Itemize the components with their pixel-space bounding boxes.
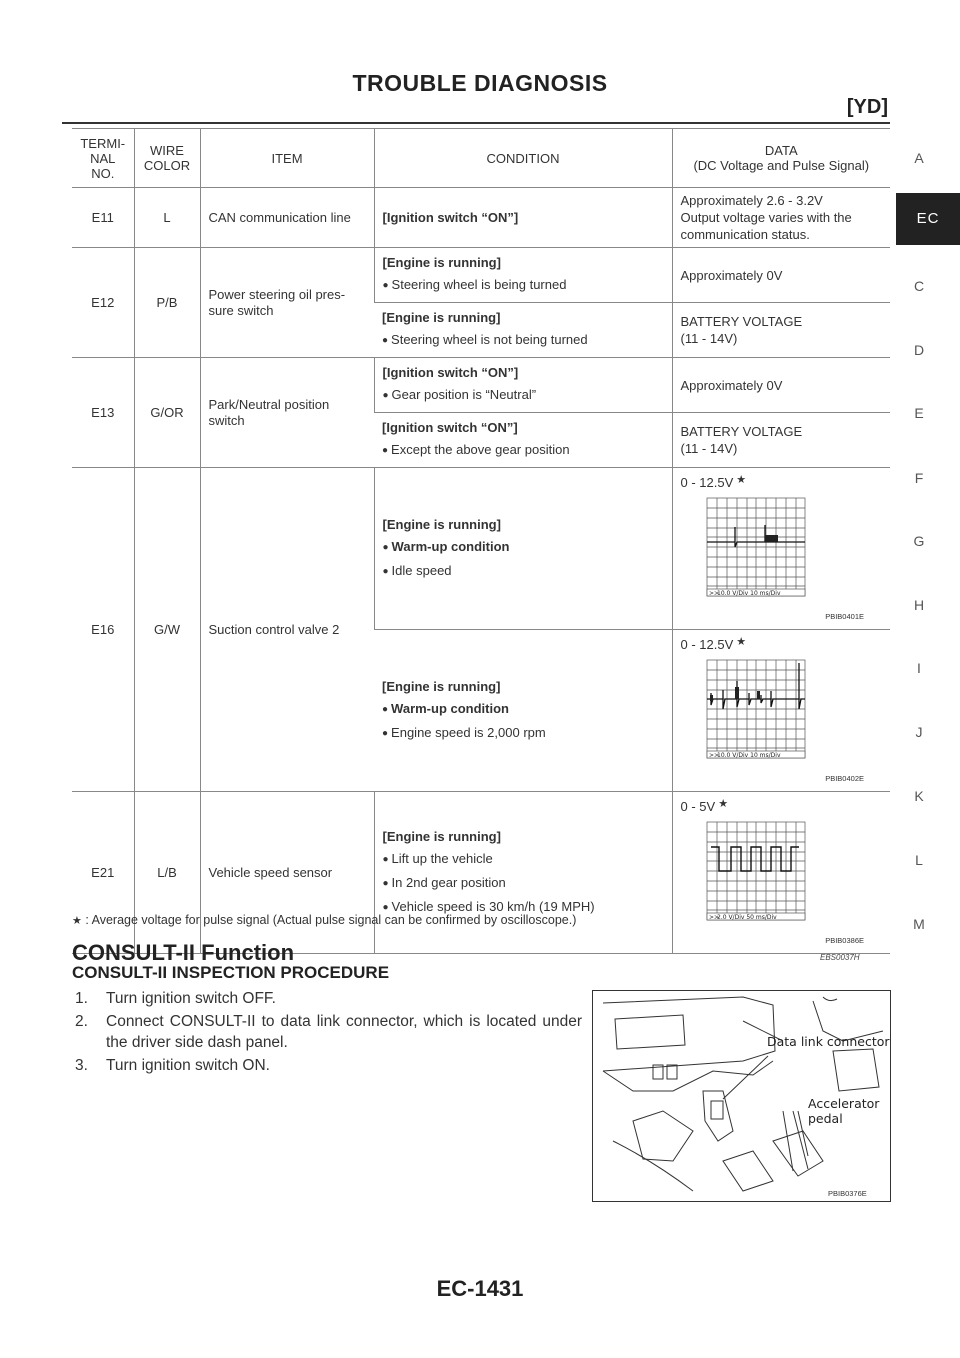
star-icon: ★	[736, 474, 747, 486]
figure-id: PBIB0402E	[825, 774, 864, 783]
dash-panel-drawing	[593, 991, 890, 1201]
condition-cell	[374, 248, 672, 303]
page-number: EC-1431	[436, 1276, 524, 1301]
condition-heading: [Engine is running]	[382, 255, 501, 270]
side-index-letter[interactable]: L	[915, 852, 923, 868]
step-text: Turn ignition switch OFF.	[106, 990, 276, 1007]
terminal-cell: E12	[72, 248, 134, 358]
condition-heading: [Ignition switch “ON”]	[382, 365, 519, 380]
side-index-letter[interactable]: C	[913, 278, 925, 294]
col-header-item: ITEM	[200, 129, 374, 188]
scope-label: 2.0 V/Div 50 ms/Div	[716, 914, 777, 921]
data-cell	[672, 630, 890, 792]
condition-bullet: ● Warm-up condition	[383, 536, 664, 560]
side-index-letter[interactable]: E	[914, 405, 924, 421]
footnote-text: : Average voltage for pulse signal (Actual pulse signal can be confirmed by oscilloscope.)	[85, 913, 577, 927]
data-cell: Approximately 0V	[672, 358, 890, 413]
condition-heading: [Ignition switch “ON”]	[382, 209, 519, 225]
condition-bullet: ● Warm-up condition	[382, 698, 664, 722]
condition-bullet: ● Except the above gear position	[382, 439, 664, 463]
col-header-wire: WIRE COLOR	[134, 129, 200, 188]
side-index-letter[interactable]: M	[913, 916, 925, 932]
condition-bullet: ● Vehicle speed is 30 km/h (19 MPH)	[383, 896, 664, 920]
condition-bullet: ● In 2nd gear position	[383, 872, 664, 896]
item-cell: Park/Neutral position switch	[200, 358, 374, 468]
scope-label: 10.0 V/Div 10 ms/Div	[716, 752, 781, 759]
page-title: TROUBLE DIAGNOSIS	[352, 70, 608, 96]
star-icon: ★	[72, 915, 82, 927]
terminal-cell: E16	[72, 468, 134, 792]
table-row	[72, 792, 890, 954]
item-cell: Suction control valve 2	[200, 468, 374, 792]
star-icon: ★	[718, 798, 729, 810]
item-cell: CAN communication line	[200, 188, 374, 248]
voltage-value: 0 - 5V	[680, 799, 716, 814]
col-header-data: DATA (DC Voltage and Pulse Signal)	[672, 129, 890, 188]
step-number: 1.	[75, 990, 88, 1007]
oscilloscope-waveform	[681, 657, 877, 769]
terminal-data-table	[72, 128, 890, 954]
condition-heading: [Engine is running]	[382, 516, 501, 532]
voltage-value: 0 - 12.5V	[680, 475, 734, 490]
oscilloscope-waveform	[681, 819, 877, 931]
terminal-cell: E11	[72, 188, 134, 248]
data-cell: Approximately 2.6 - 3.2V Output voltage varies with the communication status.	[672, 188, 890, 248]
table-header-row	[72, 129, 890, 188]
condition-bullet: ● Idle speed	[383, 560, 664, 584]
oscilloscope-waveform	[681, 495, 877, 607]
wire-color-cell: L	[134, 188, 200, 248]
condition-cell	[374, 792, 672, 954]
condition-bullet: ● Lift up the vehicle	[383, 848, 664, 872]
side-index-active-tab[interactable]: EC	[896, 193, 960, 245]
data-cell	[672, 792, 890, 954]
procedure-steps	[72, 988, 582, 1078]
condition-bullet: ● Gear position is “Neutral”	[383, 384, 664, 408]
step-text: Connect CONSULT-II to data link connector, which is located under the driver side dash panel.	[106, 1013, 582, 1051]
subsection-title: CONSULT-II INSPECTION PROCEDURE	[72, 963, 390, 982]
condition-heading: [Engine is running]	[382, 310, 501, 325]
condition-cell	[374, 630, 672, 792]
col-header-condition: CONDITION	[374, 129, 672, 188]
condition-bullet: ● Steering wheel is being turned	[383, 274, 664, 298]
list-item	[72, 1011, 582, 1053]
terminal-cell: E21	[72, 792, 134, 954]
condition-heading: [Engine is running]	[382, 828, 501, 844]
condition-bullet: ● Engine speed is 2,000 rpm	[382, 722, 664, 746]
side-index-letter[interactable]: A	[914, 150, 924, 166]
condition-bullet: ● Steering wheel is not being turned	[382, 329, 664, 353]
condition-cell	[374, 358, 672, 413]
data-cell: BATTERY VOLTAGE (11 - 14V)	[672, 413, 890, 468]
section-code: EBS0037H	[820, 953, 860, 962]
data-cell: Approximately 0V	[672, 248, 890, 303]
svg-text:>>: >>	[708, 590, 719, 597]
table-row	[72, 468, 890, 630]
list-item	[72, 1055, 582, 1076]
svg-text:>>: >>	[708, 752, 719, 759]
figure-id: PBIB0376E	[828, 1189, 867, 1198]
footnote	[72, 913, 576, 927]
side-index-letter[interactable]: F	[914, 470, 924, 486]
svg-text:>>: >>	[708, 914, 719, 921]
condition-heading: [Ignition switch “ON”]	[382, 420, 518, 435]
star-icon: ★	[736, 636, 747, 648]
data-link-connector-illustration	[592, 990, 891, 1202]
side-index-letter[interactable]: K	[914, 788, 924, 804]
table-row	[72, 358, 890, 413]
side-index-letter[interactable]: D	[913, 342, 925, 358]
table-row	[72, 188, 890, 248]
col-header-terminal: TERMI- NAL NO.	[72, 129, 134, 188]
table-row	[72, 248, 890, 303]
engine-code: [YD]	[846, 96, 888, 118]
side-index-letter[interactable]: J	[915, 724, 923, 740]
step-text: Turn ignition switch ON.	[106, 1057, 270, 1074]
condition-heading: [Engine is running]	[382, 678, 501, 694]
item-cell: Power steering oil pres- sure switch	[200, 248, 374, 358]
figure-id: PBIB0401E	[825, 612, 864, 621]
side-index-letter[interactable]: H	[913, 597, 925, 613]
data-cell: BATTERY VOLTAGE (11 - 14V)	[672, 303, 890, 358]
terminal-cell: E13	[72, 358, 134, 468]
wire-color-cell: G/OR	[134, 358, 200, 468]
item-cell: Vehicle speed sensor	[200, 792, 374, 954]
condition-cell	[374, 468, 672, 630]
callout-accelerator: Accelerator	[808, 1096, 880, 1111]
data-cell	[672, 468, 890, 630]
callout-data-link-connector: Data link connector	[767, 1034, 890, 1049]
step-number: 2.	[75, 1013, 88, 1030]
section-title: CONSULT-II Function	[72, 940, 295, 965]
callout-pedal: pedal	[808, 1111, 843, 1126]
step-number: 3.	[75, 1057, 88, 1074]
side-index-letter[interactable]: I	[917, 660, 921, 676]
header-rule	[62, 122, 890, 124]
side-index-letter[interactable]: G	[913, 533, 925, 549]
voltage-value: 0 - 12.5V	[680, 637, 734, 652]
list-item	[72, 988, 582, 1009]
condition-cell	[374, 303, 672, 358]
figure-id: PBIB0386E	[825, 936, 864, 945]
condition-cell	[374, 188, 672, 248]
wire-color-cell: G/W	[134, 468, 200, 792]
wire-color-cell: L/B	[134, 792, 200, 954]
wire-color-cell: P/B	[134, 248, 200, 358]
condition-cell	[374, 413, 672, 468]
scope-label: 10.0 V/Div 10 ms/Div	[716, 590, 781, 597]
